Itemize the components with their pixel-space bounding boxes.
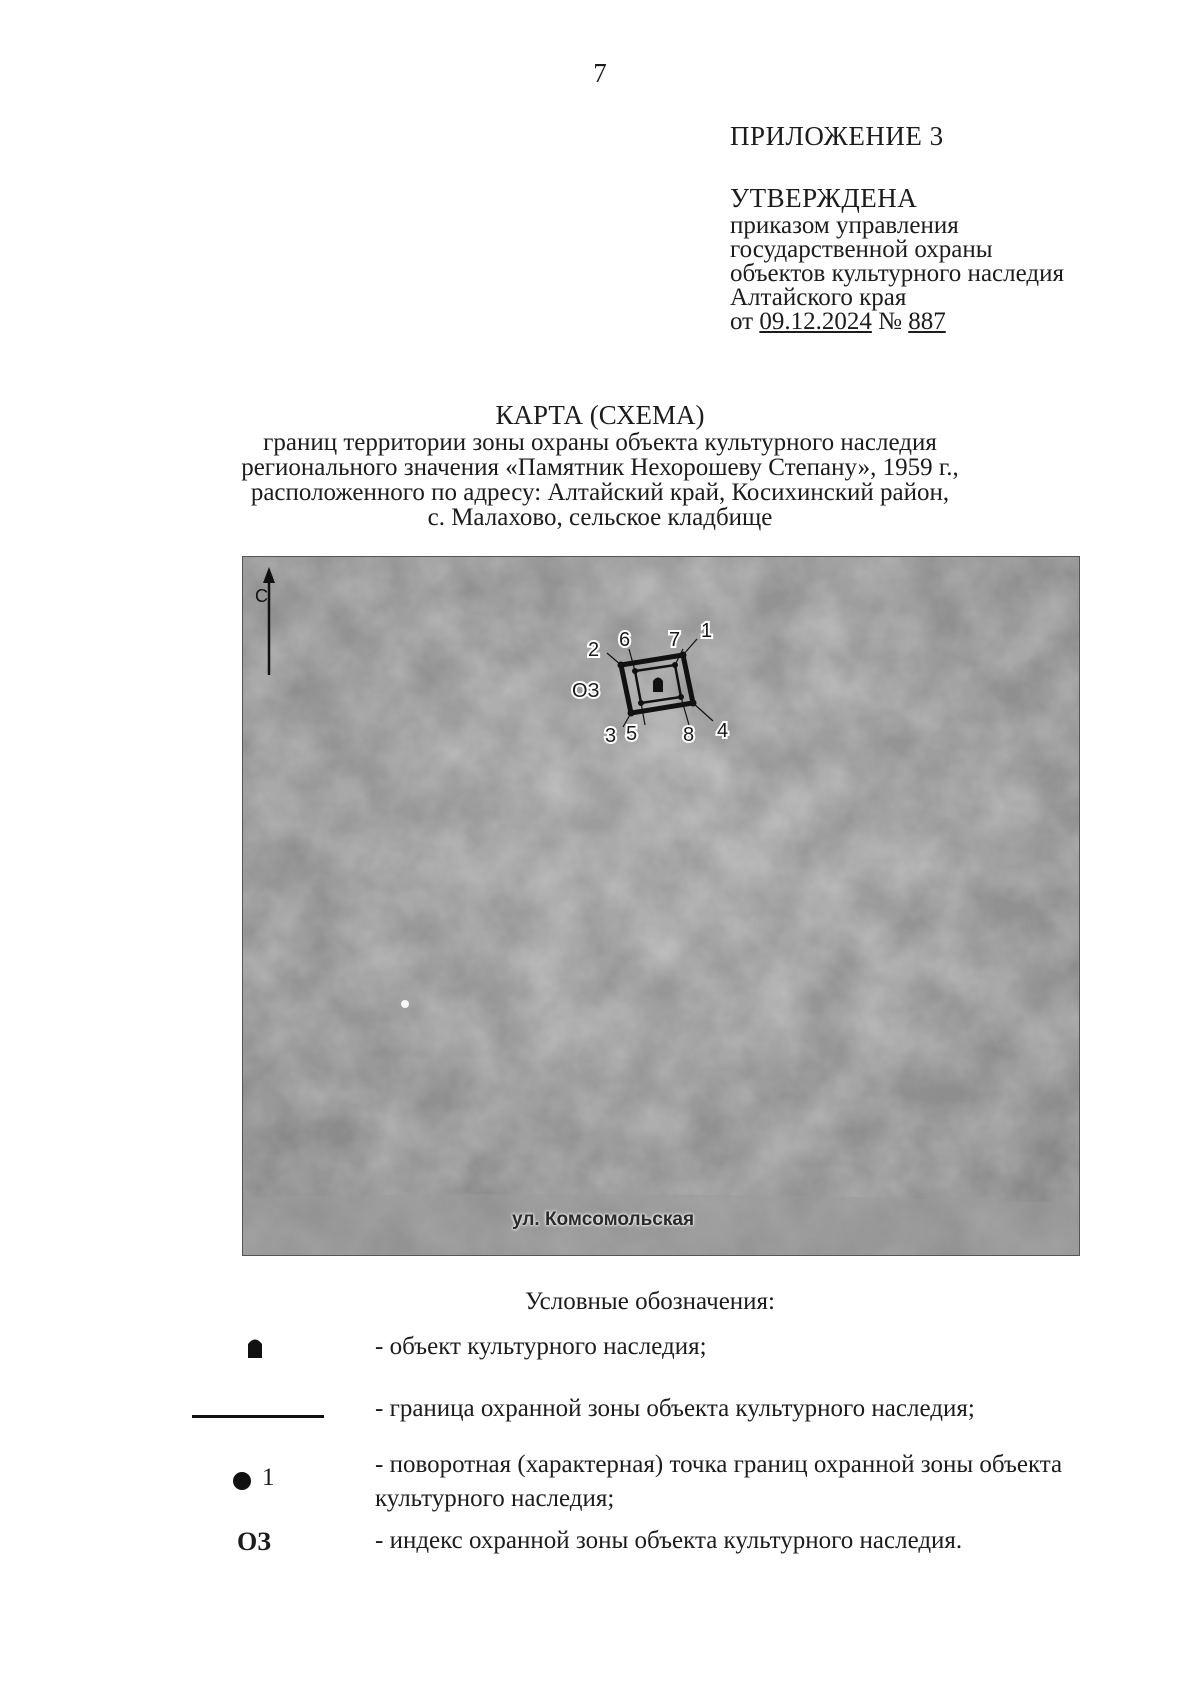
approval-line-2: государственной охраны [730, 236, 993, 263]
map-title: КАРТА (СХЕМА) [495, 400, 705, 430]
date-prefix: от [730, 308, 754, 335]
legend-text-boundary: - граница охранной зоны объекта культурного наследия; [375, 1395, 975, 1422]
legend-monument-icon [244, 1336, 268, 1360]
point-label-1: 1 [701, 620, 713, 642]
point-label-7: 7 [669, 629, 681, 651]
approval-line-1: приказом управления [730, 212, 959, 239]
approved-title: УТВЕРЖДЕНА [730, 183, 918, 213]
point-label-6: 6 [619, 629, 631, 651]
legend-text-object: - объект культурного наследия; [375, 1333, 707, 1360]
approval-date-line [730, 310, 1190, 334]
appendix-title: ПРИЛОЖЕНИЕ 3 [730, 121, 944, 151]
heading-line-1: границ территории зоны охраны объекта культурного наследия [263, 429, 937, 456]
street-label: ул. Комсомольская [512, 1209, 695, 1230]
monument-icon [653, 678, 663, 693]
heading-line-2: регионального значения «Памятник Нехорошеву Степану», 1959 г., [241, 454, 959, 481]
approval-line-3: объектов культурного наследия [730, 260, 1064, 287]
approval-block [730, 120, 1190, 334]
heading-line-3: расположенного по адресу: Алтайский край, Косихинский район, [250, 479, 950, 506]
map-canvas [243, 557, 1080, 1256]
legend-text-zone-index: - индекс охранной зоны объекта культурного наследия. [375, 1527, 963, 1554]
order-number: 887 [908, 308, 946, 335]
order-date: 09.12.2024 [759, 308, 872, 335]
map-heading [170, 400, 1030, 530]
north-label: С [255, 586, 268, 606]
legend-title: Условные обозначения: [524, 1288, 776, 1315]
number-sign: № [878, 308, 902, 335]
map-image [242, 556, 1080, 1256]
legend-point-number: 1 [262, 1464, 275, 1491]
heading-line-4: с. Малахово, сельское кладбище [427, 504, 773, 531]
point-label-8: 8 [683, 724, 695, 746]
approval-line-4: Алтайского края [730, 284, 907, 311]
legend-point-marker [232, 1471, 252, 1491]
point-label-4: 4 [717, 720, 729, 742]
point-label-2: 2 [588, 639, 600, 661]
point-label-5: 5 [626, 723, 638, 745]
point-label-3: 3 [605, 725, 617, 747]
page-number: 7 [593, 58, 607, 88]
zone-index-label: ОЗ [572, 680, 600, 702]
legend-zone-index: ОЗ [237, 1527, 271, 1556]
legend-boundary-line [192, 1415, 324, 1418]
legend-text-point: - поворотная (характерная) точка границ охранной зоны объекта культурного наследия; [375, 1451, 1063, 1512]
